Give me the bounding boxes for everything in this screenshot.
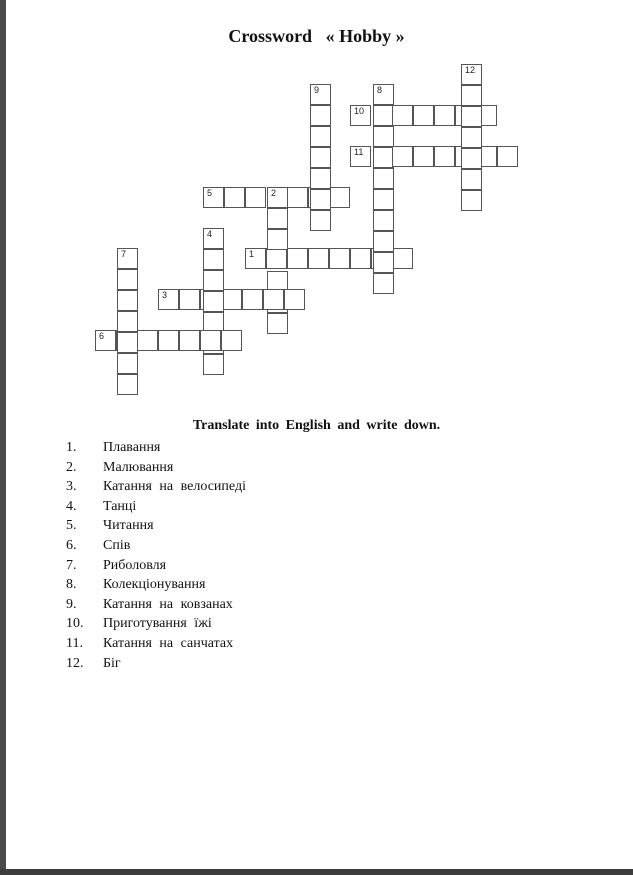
clue-number: 7. — [66, 557, 77, 573]
crossword-cell[interactable] — [179, 330, 200, 351]
crossword-cell[interactable] — [203, 187, 224, 208]
crossword-cell[interactable] — [267, 208, 288, 229]
crossword-cell[interactable] — [310, 147, 331, 168]
clue-number: 11. — [66, 635, 83, 651]
crossword-cell[interactable] — [203, 291, 224, 312]
crossword-cell[interactable] — [373, 252, 394, 273]
clue-number: 8. — [66, 577, 77, 593]
clue-number: 1. — [66, 440, 77, 455]
clue-item — [66, 497, 246, 517]
clue-text: Спів — [103, 537, 131, 553]
crossword-cell[interactable] — [310, 189, 331, 210]
crossword-cell[interactable] — [310, 105, 331, 126]
clue-item — [66, 575, 246, 595]
clue-item — [66, 614, 246, 634]
clue-item — [66, 556, 246, 576]
crossword-cell[interactable] — [287, 187, 308, 208]
crossword-cell[interactable] — [434, 105, 455, 126]
clue-item — [66, 438, 246, 458]
clue-text: Малювання — [103, 459, 174, 475]
crossword-cell[interactable] — [373, 189, 394, 210]
crossword-cell[interactable] — [373, 84, 394, 105]
crossword-cell[interactable] — [287, 248, 308, 269]
crossword-cell[interactable] — [329, 248, 350, 269]
clue-text: Колекціонування — [103, 577, 206, 593]
crossword-cell[interactable] — [117, 248, 138, 269]
clue-number: 5. — [66, 518, 77, 534]
crossword-cell[interactable] — [434, 146, 455, 167]
crossword-cell[interactable] — [329, 187, 350, 208]
crossword-cell[interactable] — [373, 168, 394, 189]
clue-text: Плавання — [103, 440, 161, 455]
crossword-cell[interactable] — [461, 106, 482, 127]
clue-number-label: 1 — [249, 249, 255, 259]
clue-text: Танці — [103, 498, 137, 514]
clue-number: 3. — [66, 479, 77, 495]
crossword-cell[interactable] — [224, 187, 245, 208]
crossword-cell[interactable] — [179, 289, 200, 310]
instruction-text: Translate into English and write down. — [192, 418, 441, 433]
crossword-cell[interactable] — [267, 187, 288, 208]
clue-text: Приготування їжі — [103, 616, 212, 632]
crossword-cell[interactable] — [137, 330, 158, 351]
crossword-cell[interactable] — [373, 273, 394, 294]
crossword-cell[interactable] — [310, 84, 331, 105]
clue-number-label: 3 — [162, 290, 168, 300]
clue-number-label: 6 — [99, 331, 105, 341]
crossword-cell[interactable] — [497, 146, 518, 167]
clue-number-label: 8 — [377, 85, 383, 95]
crossword-cell[interactable] — [461, 64, 482, 85]
crossword-cell[interactable] — [263, 289, 284, 310]
crossword-cell[interactable] — [310, 210, 331, 231]
clue-number: 4. — [66, 498, 77, 514]
clue-number-label: 12 — [465, 65, 476, 75]
clue-item — [66, 634, 246, 654]
page-bottom-edge — [0, 869, 633, 875]
crossword-cell[interactable] — [461, 148, 482, 169]
crossword-cell[interactable] — [350, 105, 371, 126]
clue-number: 9. — [66, 596, 77, 612]
crossword-cell[interactable] — [117, 353, 138, 374]
clue-text: Читання — [103, 518, 154, 534]
crossword-cell[interactable] — [221, 330, 242, 351]
clue-text: Катання на ковзанах — [103, 596, 233, 612]
crossword-cell[interactable] — [392, 105, 413, 126]
crossword-cell[interactable] — [373, 147, 394, 168]
clue-number-label: 2 — [271, 188, 277, 198]
crossword-cell[interactable] — [461, 85, 482, 106]
crossword-cell[interactable] — [267, 313, 288, 334]
crossword-cell[interactable] — [117, 374, 138, 395]
crossword-cell[interactable] — [158, 289, 179, 310]
clue-number: 6. — [66, 537, 77, 553]
crossword-cell[interactable] — [413, 146, 434, 167]
clue-number-label: 9 — [314, 85, 320, 95]
crossword-cell[interactable] — [242, 289, 263, 310]
crossword-cell[interactable] — [350, 248, 371, 269]
clue-number: 2. — [66, 459, 77, 475]
clue-number-label: 4 — [207, 229, 213, 239]
crossword-cell[interactable] — [413, 105, 434, 126]
crossword-cell[interactable] — [267, 229, 288, 250]
clue-item — [66, 516, 246, 536]
clue-list — [66, 438, 246, 673]
clue-item — [66, 477, 246, 497]
crossword-cell[interactable] — [158, 330, 179, 351]
clue-number: 10. — [66, 616, 84, 632]
clue-item — [66, 654, 246, 674]
clue-item — [66, 536, 246, 556]
crossword-cell[interactable] — [245, 187, 266, 208]
clue-text: Біг — [103, 655, 121, 671]
crossword-cell[interactable] — [284, 289, 305, 310]
clue-text: Катання на велосипеді — [103, 479, 246, 495]
crossword-cell[interactable] — [310, 168, 331, 189]
crossword-cell[interactable] — [373, 105, 394, 126]
crossword-cell[interactable] — [203, 270, 224, 291]
crossword-cell[interactable] — [266, 248, 287, 269]
crossword-cell[interactable] — [310, 126, 331, 147]
clue-item — [66, 595, 246, 615]
crossword-cell[interactable] — [373, 126, 394, 147]
clue-number-label: 10 — [354, 106, 365, 116]
crossword-cell[interactable] — [392, 146, 413, 167]
clue-text: Риболовля — [103, 557, 167, 573]
crossword-cell[interactable] — [461, 190, 482, 211]
clue-text: Катання на санчатах — [103, 635, 234, 651]
clue-number-label: 5 — [207, 188, 213, 198]
clue-number-label: 7 — [121, 249, 127, 259]
clue-number-label: 11 — [354, 147, 364, 157]
crossword-cell[interactable] — [117, 290, 138, 311]
crossword-cell[interactable] — [392, 248, 413, 269]
crossword-cell[interactable] — [221, 289, 242, 310]
crossword-cell[interactable] — [200, 330, 221, 351]
crossword-cell[interactable] — [117, 269, 138, 290]
clue-number: 12. — [66, 655, 84, 671]
crossword-cell[interactable] — [117, 332, 138, 353]
crossword-cell[interactable] — [203, 249, 224, 270]
crossword-cell[interactable] — [203, 354, 224, 375]
clue-item — [66, 458, 246, 478]
crossword-cell[interactable] — [117, 311, 138, 332]
crossword-cell[interactable] — [373, 231, 394, 252]
crossword-cell[interactable] — [95, 330, 116, 351]
page-title: Crossword « Hobby » — [228, 26, 405, 46]
crossword-cell[interactable] — [245, 248, 266, 269]
crossword-cell[interactable] — [373, 210, 394, 231]
crossword-cell[interactable] — [203, 228, 224, 249]
crossword-grid — [0, 0, 633, 420]
crossword-cell[interactable] — [308, 248, 329, 269]
crossword-cell[interactable] — [461, 169, 482, 190]
crossword-cell[interactable] — [350, 146, 371, 167]
crossword-cell[interactable] — [461, 127, 482, 148]
